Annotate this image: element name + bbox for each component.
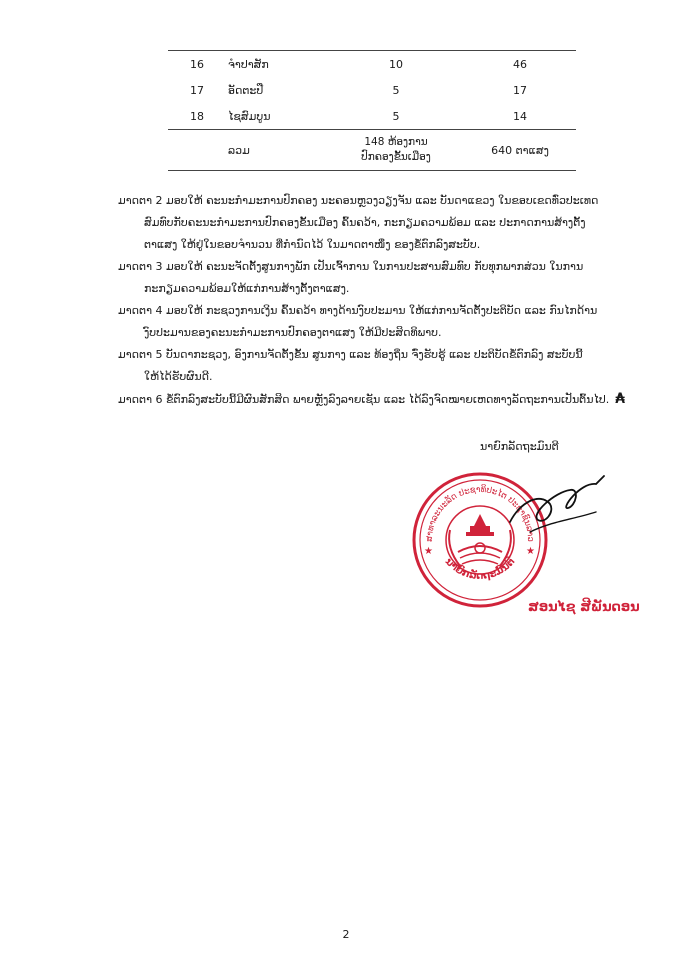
office-count: 5	[392, 109, 400, 123]
article-text: ມາດຕາ 5 ບັນດາກະຊວງ, ອົງການຈັດຕັ້ງຂັ້ນ ສູນກາງ ແລະ ທ້ອງຖິ່ນ ຈົ່ງຮັບຮູ້ ແລະ ປະຕິບັດຂໍ້ຕົກລົງ ສະບັບນີ້	[118, 348, 583, 361]
row-number: 16	[168, 51, 226, 78]
signature-title: ນາຍົກລັດຖະມົນຕີ	[480, 440, 559, 453]
province-name: ໄຊສົມບູນ	[228, 109, 271, 123]
total-label: ລວມ	[226, 130, 328, 171]
article-text-cont: ສົມທົບກັບຄະນະກໍາມະການປົກຄອງຂັ້ນເມືອງ ຄົ້ນຄວ້າ, ກະກຽມຄວາມພ້ອມ ແລະ ປະກາດການສ້າງຕັ້ງ	[144, 216, 586, 229]
page-number: 2	[342, 928, 350, 941]
article-text-cont: ກະກຽມຄວາມພ້ອມໃຫ້ແກ່ການສ້າງຕັ້ງຕາແສງ.	[144, 282, 350, 295]
article-2	[118, 190, 646, 256]
svg-text:★: ★	[526, 546, 535, 557]
seal-text-bottom: ນາຍົກລັດຖະມົນຕີ	[442, 556, 518, 582]
subdistrict-count: 14	[513, 109, 527, 123]
article-text-cont: ໃຫ້ໄດ້ຮັບຜົນດີ.	[144, 370, 213, 383]
total-offices-line2: ປົກຄອງຂັ້ນເມືອງ	[361, 151, 431, 163]
summary-table	[168, 50, 576, 171]
seal-text-top: ສາທາລະນະລັດ ປະຊາທິປະໄຕ ປະຊາຊົນລາວ	[424, 484, 536, 542]
province-name: ອັດຕະປື	[228, 83, 264, 97]
row-number: 18	[190, 109, 204, 123]
article-text-cont: ຕາແສງ ໃຫ້ຢູ່ໃນຂອບຈໍານວນ ທີ່ກໍານົດໄວ້ ໃນມາດຕາໜຶ່ງ ຂອງຂໍ້ຕົກລົງສະບັບ.	[144, 238, 481, 251]
articles-section	[118, 190, 646, 411]
article-text: ມາດຕາ 6 ຂໍ້ຕົກລົງສະບັບນີ້ມີຜົນສັກສິດ ພາຍຫຼັງລົງລາຍເຊັນ ແລະ ໄດ້ລົງຈົດໝາຍເຫດທາງລັດຖະການເປັນຕົ້ນໄປ.	[118, 393, 610, 406]
table-row	[168, 51, 576, 78]
row-number: 17	[190, 83, 204, 97]
article-6	[118, 388, 646, 411]
initial-mark: ₳	[615, 391, 626, 407]
total-offices-line1: 148 ຫ້ອງການ	[364, 136, 428, 148]
total-subdistricts: 640 ຕາແສງ	[464, 130, 576, 171]
table-row	[168, 77, 576, 103]
article-text: ມາດຕາ 3 ມອບໃຫ້ ຄະນະຈັດຕັ້ງສູນກາງພັກ ເປັນເຈົ້າການ ໃນການປະສານສົມທົບ ກັບທຸກພາກສ່ວນ ໃນການ	[118, 260, 584, 273]
office-count: 10	[328, 51, 464, 78]
office-count: 5	[392, 83, 400, 97]
subdistrict-count: 17	[513, 83, 527, 97]
subdistrict-count: 46	[464, 51, 576, 78]
total-offices	[328, 130, 464, 171]
table-total-row	[168, 130, 576, 171]
article-3	[118, 256, 646, 300]
article-5	[118, 344, 646, 388]
province-name: ຈໍາປາສັກ	[226, 51, 328, 78]
article-4	[118, 300, 646, 344]
article-text: ມາດຕາ 2 ມອບໃຫ້ ຄະນະກໍາມະການປົກຄອງ ນະຄອນຫຼວງວຽງຈັນ ແລະ ບັນດາແຂວງ ໃນຂອບເຂດທົ່ວປະເທດ	[118, 194, 599, 207]
table-row	[168, 103, 576, 130]
signer-name: ສອນໄຊ ສີພັນດອນ	[528, 600, 640, 615]
article-text: ມາດຕາ 4 ມອບໃຫ້ ກະຊວງການເງິນ ຄົ້ນຄວ້າ ທາງດ້ານງົບປະມານ ໃຫ້ແກ່ການຈັດຕັ້ງປະຕິບັດ ແລະ ກົນໄກດ້ານ	[118, 304, 598, 317]
article-text-cont: ງົບປະມານຂອງຄະນະກໍາມະການປົກຄອງຕາແສງ ໃຫ້ມີປະສິດທິພາບ.	[144, 326, 442, 339]
handwritten-signature-icon	[500, 462, 610, 552]
svg-text:★: ★	[424, 546, 433, 557]
